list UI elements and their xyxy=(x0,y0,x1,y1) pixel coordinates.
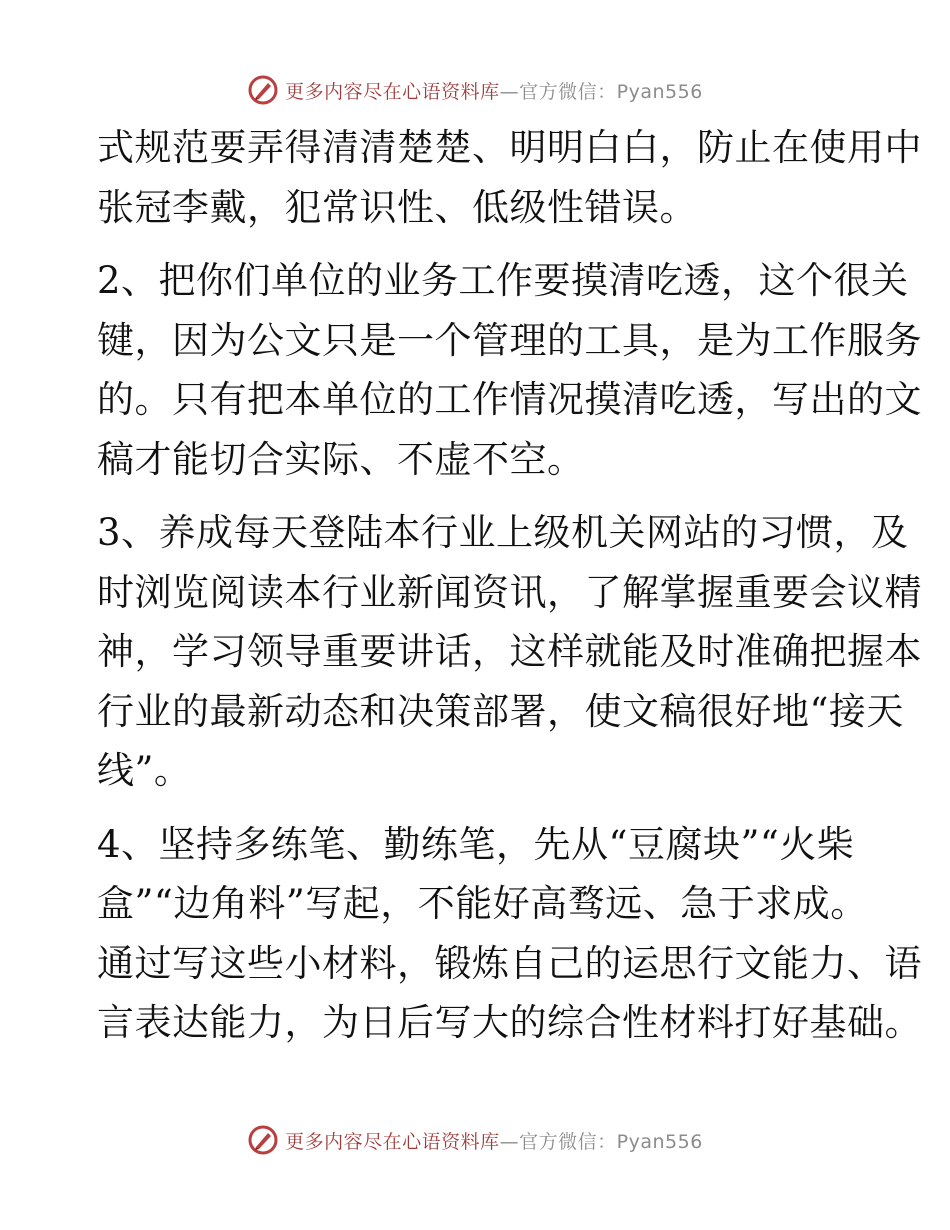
paragraph-line: 言表达能力，为日后写大的综合性材料打好基础。 xyxy=(97,1001,922,1044)
paragraph-line: 盒”“边角料”写起，不能好高骛远、急于求成。 xyxy=(97,882,868,925)
header-banner-red: 更多内容尽在心语资料库 xyxy=(285,80,500,103)
paragraph-line: 线”。 xyxy=(97,749,192,792)
paragraph-2 xyxy=(97,251,922,489)
paragraph-line: 稿才能切合实际、不虚不空。 xyxy=(97,437,585,481)
header-banner-gray: —官方微信：Pyan556 xyxy=(499,80,703,103)
pen-logo-icon xyxy=(247,74,279,106)
paragraph-line: 行业的最新动态和决策部署，使文稿很好地“接天 xyxy=(97,689,904,733)
pen-logo-icon xyxy=(247,1124,279,1156)
paragraph-line: 4、坚持多练笔、勤练笔，先从“豆腐块”“火柴 xyxy=(97,822,855,866)
paragraph-line: 的。只有把本单位的工作情况摸清吃透，写出的文 xyxy=(97,378,922,421)
header-banner-text xyxy=(285,77,703,104)
paragraph-1 xyxy=(97,118,922,237)
document-body xyxy=(97,118,922,1067)
footer-banner xyxy=(0,1120,950,1160)
paragraph-3 xyxy=(97,503,922,801)
footer-banner-gray: —官方微信：Pyan556 xyxy=(499,1130,703,1153)
paragraph-line: 通过写这些小材料，锻炼自己的运思行文能力、语 xyxy=(97,941,922,985)
paragraph-line: 2、把你们单位的业务工作要摸清吃透，这个很关 xyxy=(97,259,909,302)
paragraph-line: 张冠李戴，犯常识性、低级性错误。 xyxy=(97,185,697,229)
paragraph-line: 时浏览阅读本行业新闻资讯，了解掌握重要会议精 xyxy=(97,570,922,614)
paragraph-line: 神，学习领导重要讲话，这样就能及时准确把握本 xyxy=(97,630,922,673)
paragraph-line: 式规范要弄得清清楚楚、明明白白，防止在使用中 xyxy=(97,126,922,169)
header-banner xyxy=(0,70,950,110)
paragraph-line: 键，因为公文只是一个管理的工具，是为工作服务 xyxy=(97,318,922,362)
footer-banner-text xyxy=(285,1127,703,1154)
paragraph-line: 3、养成每天登陆本行业上级机关网站的习惯，及 xyxy=(97,511,909,554)
paragraph-4 xyxy=(97,815,922,1053)
footer-banner-red: 更多内容尽在心语资料库 xyxy=(285,1130,500,1153)
